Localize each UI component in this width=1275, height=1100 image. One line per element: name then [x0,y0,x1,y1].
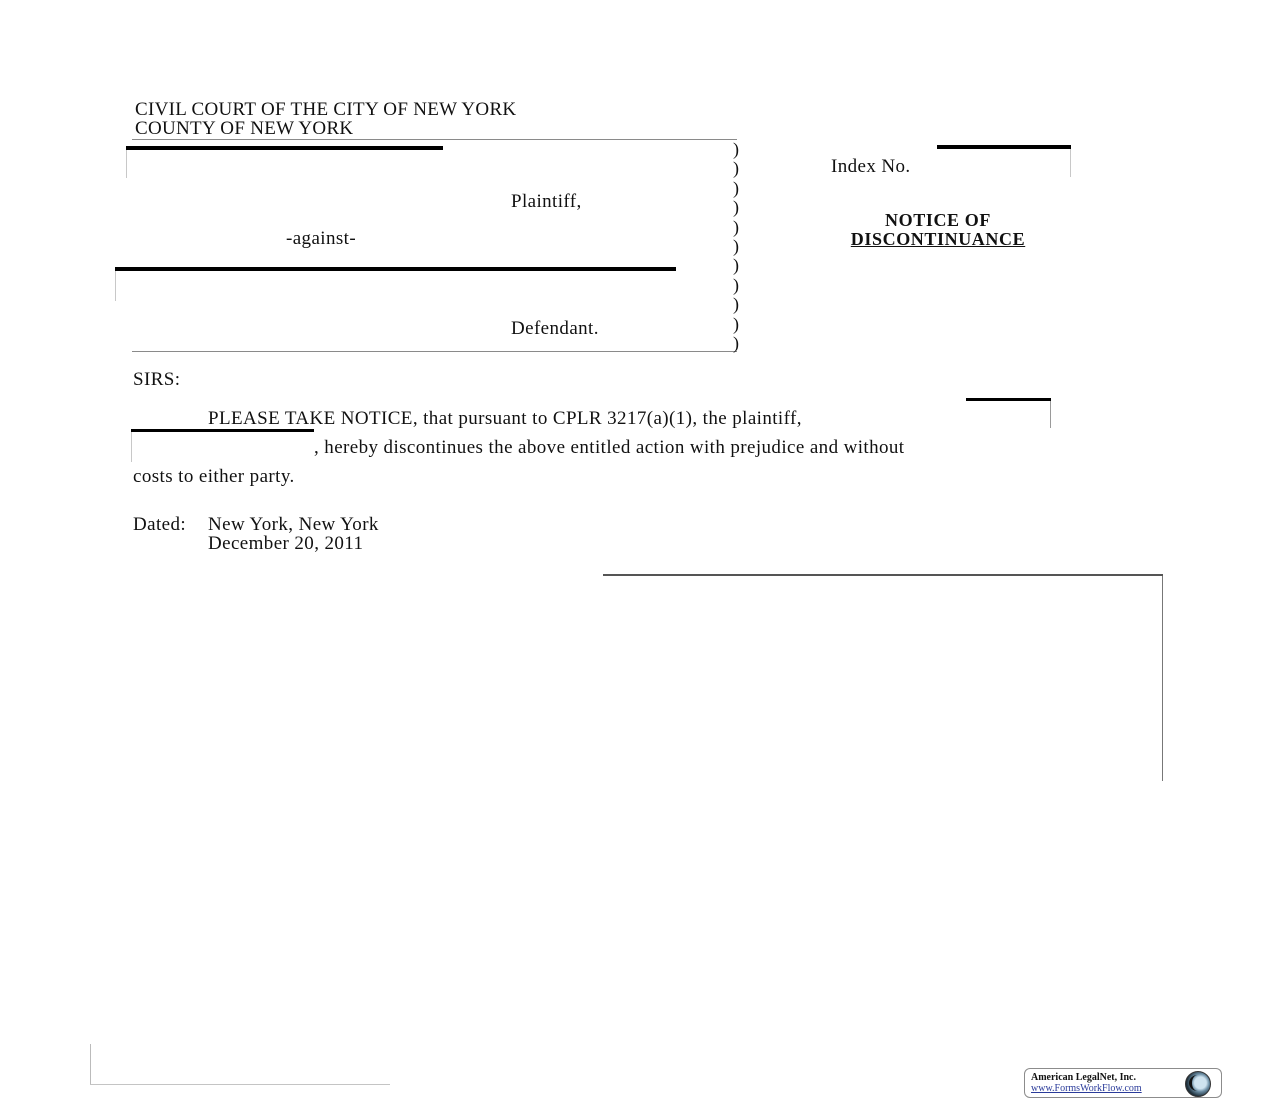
body-plaintiff-field[interactable] [131,429,314,462]
index-number-field-edge [1070,149,1071,177]
bottom-left-field-rule [90,1084,390,1085]
signature-block-top-rule [603,574,1163,576]
index-number-field-rule [937,145,1071,149]
index-number-label: Index No. [831,156,911,177]
bottom-left-field-edge [90,1044,91,1084]
bracket-paren: ) [733,216,739,237]
body-plaintiff-field-end[interactable] [966,398,1051,428]
body-plaintiff-field-rule [966,398,1051,401]
logo-company-name: American LegalNet, Inc. [1031,1072,1136,1083]
caption-bottom-rule [132,351,737,352]
defendant-name-field-rule [115,267,676,271]
bracket-paren: ) [733,197,739,218]
index-number-field[interactable] [937,145,1071,177]
document-title-line-2: DISCONTINUANCE [850,229,1026,249]
body-line-3: costs to either party. [133,466,295,487]
bracket-paren: ) [733,313,739,334]
salutation: SIRS: [133,369,181,390]
document-title-line-1: NOTICE OF [885,210,991,230]
plaintiff-label: Plaintiff, [511,191,582,212]
globe-icon [1185,1071,1211,1097]
plaintiff-name-field[interactable] [126,146,443,178]
signature-block-right-edge [1162,576,1163,781]
dated-date: December 20, 2011 [208,533,364,554]
body-line-2: , hereby discontinues the above entitled action with prejudice and without [314,437,905,458]
defendant-name-field[interactable] [115,267,676,301]
bracket-paren: ) [733,294,739,315]
american-legalnet-logo[interactable] [1024,1068,1222,1098]
body-plaintiff-field-edge [131,432,132,462]
plaintiff-name-field-edge [126,150,127,178]
bracket-paren: ) [733,255,739,276]
dated-place: New York, New York [208,514,379,535]
bracket-paren: ) [733,177,739,198]
bottom-left-field[interactable] [90,1044,390,1085]
bracket-paren: ) [733,158,739,179]
bracket-paren: ) [733,333,739,353]
bracket-paren: ) [733,139,739,159]
dated-label: Dated: [133,514,187,535]
bracket-paren: ) [733,236,739,256]
signature-block-field[interactable] [603,574,1163,781]
plaintiff-name-field-rule [126,146,443,150]
body-line-1: PLEASE TAKE NOTICE, that pursuant to CPLR 3217(a)(1), the plaintiff, [208,408,802,429]
court-county: COUNTY OF NEW YORK [135,118,354,139]
bracket-paren: ) [733,274,739,295]
court-name: CIVIL COURT OF THE CITY OF NEW YORK [135,99,517,120]
defendant-name-field-edge [115,271,116,301]
against-label: -against- [286,228,357,249]
defendant-label: Defendant. [511,318,599,339]
logo-url-link[interactable]: www.FormsWorkFlow.com [1031,1083,1142,1094]
body-plaintiff-field-edge [1050,401,1051,428]
body-plaintiff-field-rule [131,429,314,432]
caption-top-rule [132,139,737,140]
